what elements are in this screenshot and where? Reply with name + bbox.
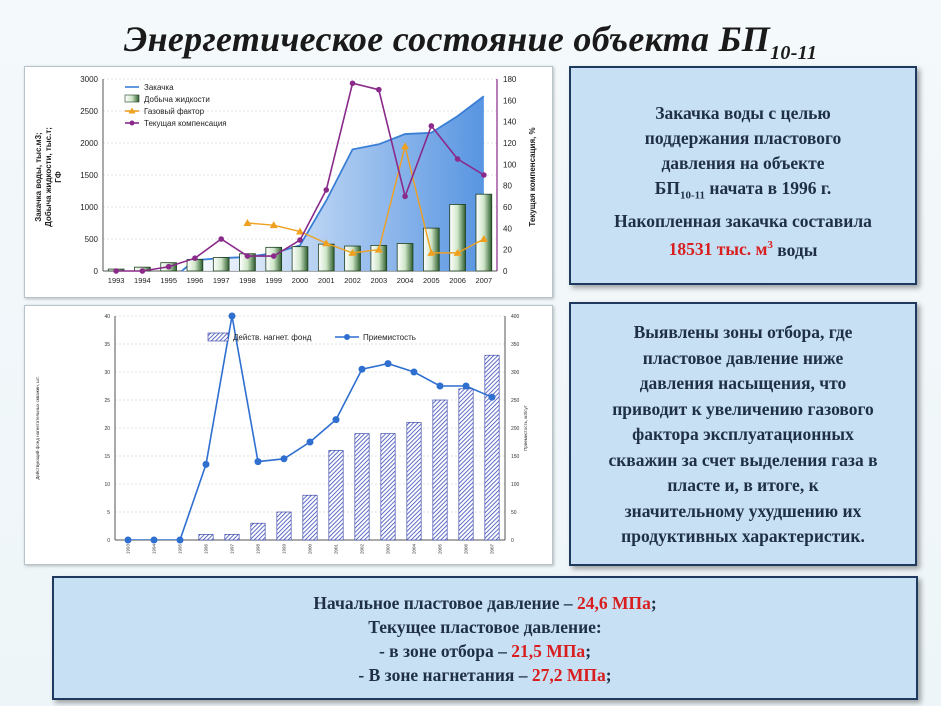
cumulative-injection-value: 18531 тыс. $м^3$ xyxy=(668,239,773,260)
gas-factor-point xyxy=(243,219,251,226)
production-bar xyxy=(213,258,229,271)
y-left-tick-label: 2000 xyxy=(80,139,98,148)
injection-wells-bar xyxy=(225,534,239,540)
y-left-tick-label: 10 xyxy=(104,482,110,488)
x-tick-label: 1999 xyxy=(265,276,283,285)
production-bar xyxy=(292,247,308,271)
legend-label: Закачка xyxy=(144,83,174,92)
x-tick-label: 2002 xyxy=(344,276,361,285)
y-right-tick-label: 150 xyxy=(511,454,520,460)
injection-wells-bar xyxy=(199,534,213,540)
y-right-tick-label: 120 xyxy=(503,139,517,148)
x-tick-label: 2006 xyxy=(449,276,466,285)
box1-line: Закачка воды с целью xyxy=(655,103,831,123)
y-right-tick-label: 180 xyxy=(503,75,517,84)
y-left-axis-label: ГФ xyxy=(54,171,63,183)
x-tick-label: 1994 xyxy=(151,544,157,555)
y-right-tick-label: 0 xyxy=(503,267,508,276)
box1-line: Накопленная закачка составила xyxy=(614,210,872,231)
box2-line: Выявлены зоны отбора, где xyxy=(633,322,853,342)
initial-pressure-line: Начальное пластовое давление – 24,6 МПа; xyxy=(313,593,657,613)
pressure-zones-box xyxy=(569,302,917,566)
y-right-axis-label: Текущая компенсация, % xyxy=(528,127,537,227)
y-left-tick-label: 500 xyxy=(84,235,98,244)
x-tick-label: 2007 xyxy=(475,276,493,285)
y-left-tick-label: 25 xyxy=(104,398,110,404)
y-left-axis-label: Закачка воды, тыс.м3; xyxy=(34,132,43,222)
y-left-tick-label: 40 xyxy=(104,314,110,320)
injectivity-point xyxy=(229,313,236,320)
x-tick-label: 2004 xyxy=(396,276,414,285)
y-left-tick-label: 1500 xyxy=(80,171,98,180)
legend-marker xyxy=(344,334,350,340)
legend-marker xyxy=(208,333,228,341)
box2-line: пласте и, в итоге, к xyxy=(667,475,819,495)
injectivity-point xyxy=(307,439,314,446)
legend-label: Добыча жидкости xyxy=(144,95,210,104)
box2-line: продуктивных характеристик. xyxy=(621,526,865,546)
compensation-point xyxy=(323,187,329,193)
injectivity-point xyxy=(359,366,366,373)
page-title: Энергетическое состояние объекта $БП_{10-11}$ xyxy=(123,19,818,65)
injection-wells-bar xyxy=(407,422,421,540)
y-right-tick-label: 80 xyxy=(503,181,512,191)
injectivity-point xyxy=(177,537,184,544)
y-left-axis-label: Действующий фонд нагнетательных скважин, шт. xyxy=(35,376,40,480)
x-tick-label: 2000 xyxy=(291,276,309,285)
injection-wells-bar xyxy=(355,434,369,540)
legend-label: Текущая компенсация xyxy=(144,119,227,128)
production-bar xyxy=(187,259,203,271)
x-tick-label: 1997 xyxy=(212,276,230,285)
compensation-point xyxy=(455,156,461,162)
production-bar xyxy=(450,204,466,271)
x-tick-label: 1999 xyxy=(281,544,287,555)
x-tick-label: 1998 xyxy=(239,276,256,285)
x-tick-label: 1998 xyxy=(255,544,261,555)
x-tick-label: 1996 xyxy=(203,544,209,555)
compensation-point xyxy=(350,80,356,86)
box1-line: $БП_{10-11}$ начата в 1996 г. xyxy=(654,178,832,202)
production-zone-pressure-line: - в зоне отбора – 21,5 МПа; xyxy=(378,641,592,661)
x-tick-label: 1996 xyxy=(186,276,204,285)
injectivity-point xyxy=(125,537,132,544)
y-left-tick-label: 35 xyxy=(104,342,110,348)
box2-line: скважин за счет выделения газа в xyxy=(608,449,878,470)
x-tick-label: 2006 xyxy=(463,544,469,555)
compensation-point xyxy=(297,237,303,243)
y-right-tick-label: 40 xyxy=(503,224,512,234)
compensation-point xyxy=(192,255,198,261)
injectivity-point xyxy=(411,369,418,376)
y-right-tick-label: 350 xyxy=(511,342,520,348)
production-bar xyxy=(318,244,334,271)
injection-wells-bar xyxy=(251,523,265,540)
y-left-tick-label: 0 xyxy=(93,267,98,276)
injectivity-point xyxy=(437,383,444,390)
production-bar xyxy=(266,247,282,271)
y-right-tick-label: 140 xyxy=(503,117,517,127)
injectivity-point xyxy=(255,458,262,465)
injection-wells-chart xyxy=(24,305,553,565)
x-tick-label: 2001 xyxy=(317,276,335,285)
box2-line: значительному ухудшению их xyxy=(624,500,862,521)
x-tick-label: 1995 xyxy=(160,276,178,285)
y-left-tick-label: 20 xyxy=(104,426,110,432)
injectivity-point xyxy=(151,537,158,544)
injection-wells-bar xyxy=(303,495,317,540)
production-bar xyxy=(397,243,413,271)
injection-production-chart xyxy=(24,66,553,298)
compensation-point xyxy=(245,253,251,259)
x-tick-label: 1993 xyxy=(125,544,131,555)
pressure-zones-text xyxy=(581,320,905,550)
box2-line: давления насыщения, что xyxy=(639,373,847,393)
box2-line: пластовое давление ниже xyxy=(642,347,844,368)
injectivity-point xyxy=(463,383,470,390)
injection-wells-bar xyxy=(277,512,291,540)
compensation-point xyxy=(166,264,172,270)
box2-line: фактора эксплуатационных xyxy=(632,424,854,444)
y-left-tick-label: 30 xyxy=(104,370,110,376)
x-tick-label: 2005 xyxy=(437,544,443,555)
y-left-tick-label: 15 xyxy=(104,454,110,460)
compensation-point xyxy=(429,123,435,129)
legend-marker xyxy=(130,121,135,126)
x-tick-label: 2003 xyxy=(370,276,388,285)
y-right-tick-label: 50 xyxy=(511,510,517,516)
legend-label: Приемистость xyxy=(363,333,416,342)
x-tick-label: 1995 xyxy=(177,544,183,555)
injection-info-box xyxy=(569,66,917,285)
y-left-tick-label: 5 xyxy=(107,510,110,516)
y-right-tick-label: 20 xyxy=(503,245,512,255)
compensation-point xyxy=(140,268,146,274)
injection-wells-chart-svg xyxy=(25,306,552,564)
x-tick-label: 2000 xyxy=(307,544,313,555)
y-left-tick-label: 0 xyxy=(107,538,110,544)
box1-line: давления на объекте xyxy=(661,153,825,173)
x-tick-label: 1994 xyxy=(134,276,151,285)
compensation-point xyxy=(402,194,408,200)
legend-label: Газовый фактор xyxy=(144,107,205,116)
x-tick-label: 2002 xyxy=(359,544,365,555)
current-pressure-line: Текущее пластовое давление: xyxy=(368,617,602,637)
y-right-tick-label: 400 xyxy=(511,314,520,320)
compensation-point xyxy=(481,172,487,178)
y-right-tick-label: 60 xyxy=(503,203,512,212)
injectivity-point xyxy=(203,461,210,468)
injection-wells-bar xyxy=(329,450,343,540)
injection-wells-bar xyxy=(459,389,473,540)
injectivity-point xyxy=(385,360,392,367)
injection-wells-bar xyxy=(485,355,499,540)
legend-label: Действ. нагнет. фонд xyxy=(233,333,312,342)
reservoir-pressure-box xyxy=(52,576,918,700)
box1-line: 18531 тыс. $м^3$ воды xyxy=(668,239,818,260)
injection-wells-bar xyxy=(433,400,447,540)
legend-marker xyxy=(125,95,139,102)
y-right-tick-label: 200 xyxy=(511,426,520,432)
x-tick-label: 1993 xyxy=(107,276,125,285)
production-bar xyxy=(476,194,492,271)
x-tick-label: 2001 xyxy=(333,544,339,555)
y-right-tick-label: 100 xyxy=(503,160,517,170)
y-left-axis-label: Добыча жидкости, тыс.т; xyxy=(44,127,53,227)
y-right-tick-label: 100 xyxy=(511,482,520,488)
injectivity-point xyxy=(333,416,340,423)
compensation-point xyxy=(376,87,382,93)
injection-production-chart-svg xyxy=(25,67,552,297)
y-left-tick-label: 2500 xyxy=(80,107,98,116)
compensation-point xyxy=(113,268,119,274)
box1-line: поддержания пластового xyxy=(644,128,842,148)
y-right-tick-label: 300 xyxy=(511,370,520,376)
x-tick-label: 1997 xyxy=(229,544,235,555)
box2-line: приводит к увеличению газового xyxy=(612,398,874,419)
y-right-axis-label: Приемистость, м3/сут xyxy=(523,405,528,451)
x-tick-label: 2003 xyxy=(385,544,391,555)
injectivity-point xyxy=(281,455,288,462)
injectivity-point xyxy=(489,394,496,401)
x-tick-label: 2004 xyxy=(411,544,417,555)
y-right-tick-label: 160 xyxy=(503,96,517,106)
y-right-tick-label: 250 xyxy=(511,398,520,404)
x-tick-label: 2005 xyxy=(422,276,440,285)
y-left-tick-label: 3000 xyxy=(80,75,98,84)
y-right-tick-label: 0 xyxy=(511,538,514,544)
y-left-tick-label: 1000 xyxy=(80,203,98,212)
x-tick-label: 2007 xyxy=(489,544,495,555)
injection-wells-bar xyxy=(381,434,395,540)
injection-zone-pressure-line: - В зоне нагнетания – 27,2 МПа; xyxy=(358,665,612,685)
compensation-point xyxy=(271,253,277,259)
compensation-point xyxy=(218,236,224,242)
